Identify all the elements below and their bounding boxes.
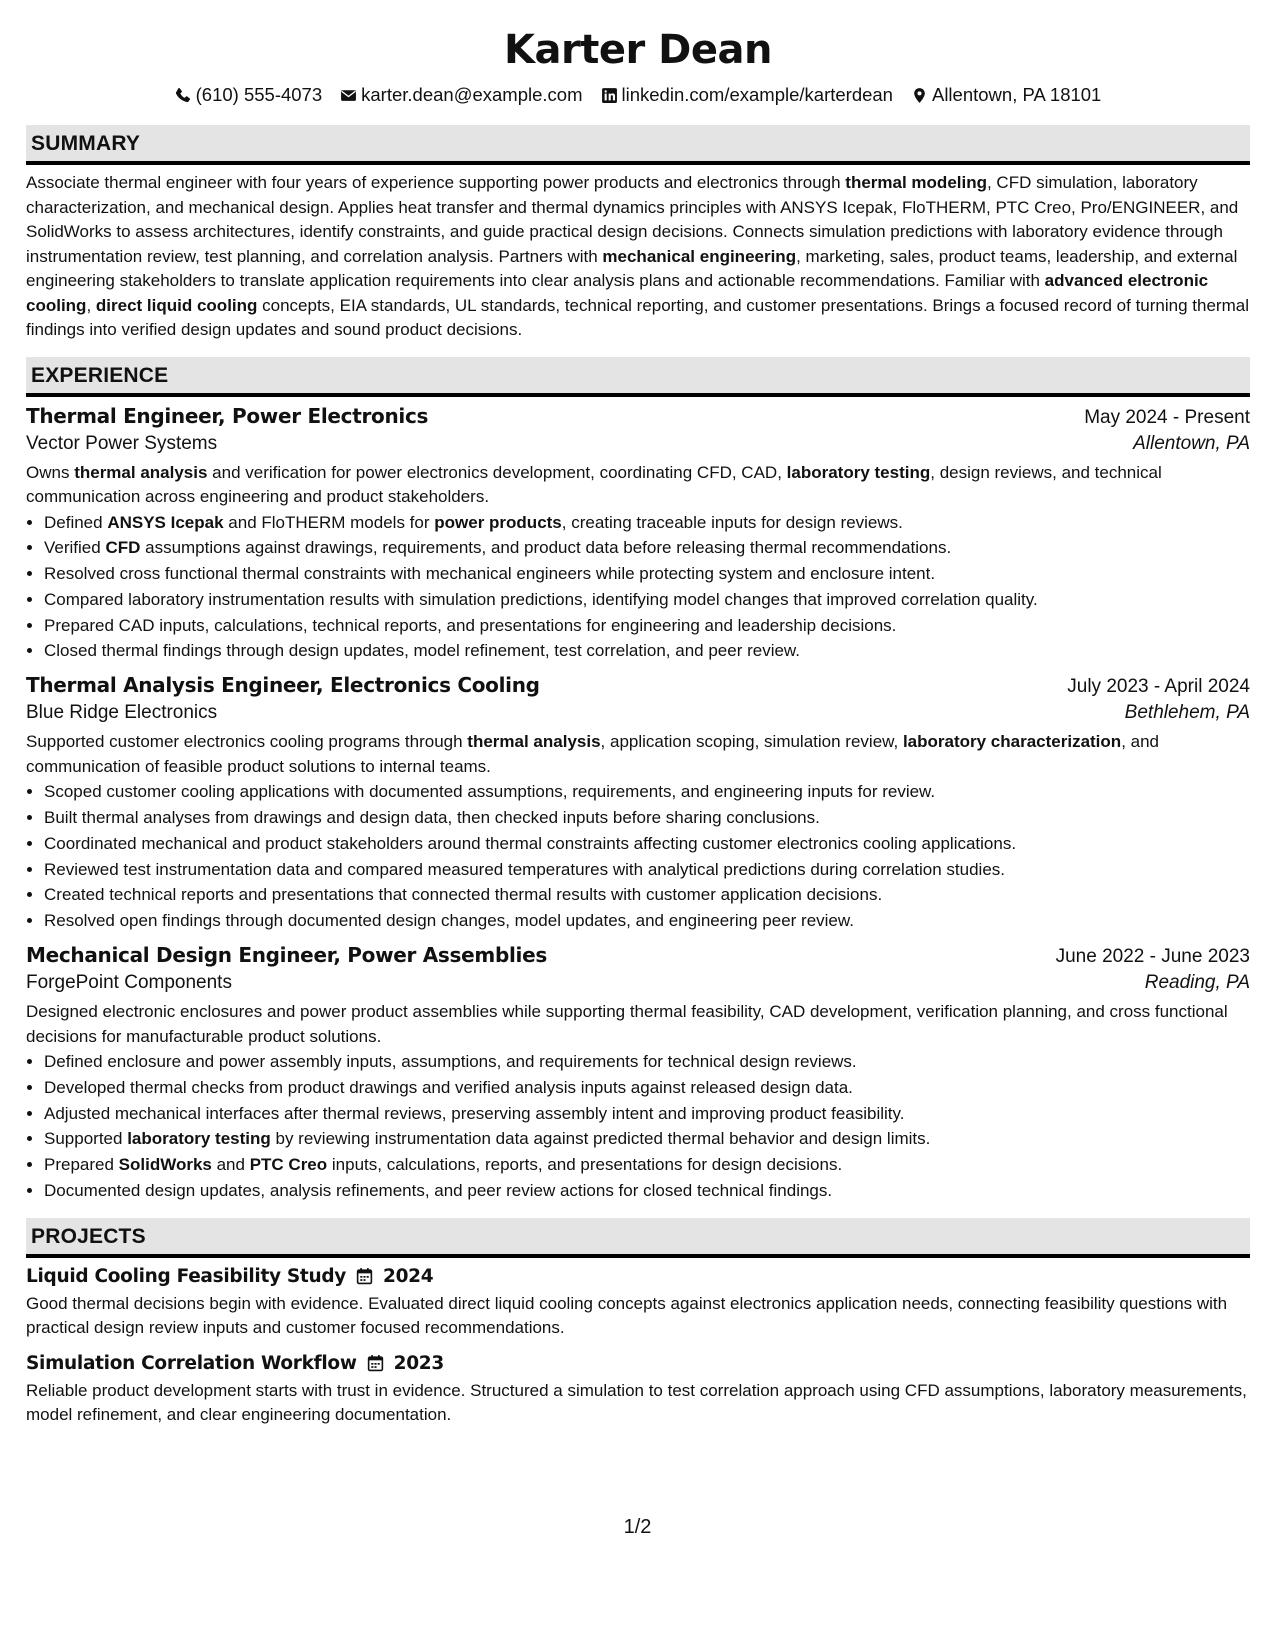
project-title-row <box>26 1266 1250 1287</box>
bullet-item: • Built thermal analyses from drawings and design data, then checked inputs before sharing conclusions. <box>44 805 1250 831</box>
job-company: ForgePoint Components <box>26 972 232 994</box>
bullet-item: • Scoped customer cooling applications with documented assumptions, requirements, and engineering inputs for review. <box>44 779 1250 805</box>
bullet-item: • Verified CFD assumptions against drawings, requirements, and product data before releasing thermal recommendations. <box>44 535 1250 561</box>
project-year: 2023 <box>393 1352 444 1374</box>
linkedin-link[interactable]: linkedin.com/example/karterdean <box>621 84 893 105</box>
job-bullets <box>26 1049 1250 1204</box>
section-heading: SUMMARY <box>26 125 1250 165</box>
job-intro: Designed electronic enclosures and power product assemblies while supporting thermal feasibility, CAD development, verification planning, and cross functional decisions for manufacturable product solutions. <box>26 1002 1228 1046</box>
job-bullets <box>26 510 1250 665</box>
map-pin-icon <box>911 87 928 104</box>
job-title: Thermal Analysis Engineer, Electronics Cooling <box>26 673 540 698</box>
project-title: Liquid Cooling Feasibility Study <box>26 1265 347 1287</box>
job-title: Mechanical Design Engineer, Power Assemblies <box>26 943 547 968</box>
bullet-item: • Defined enclosure and power assembly inputs, assumptions, and requirements for technical design reviews. <box>44 1049 1250 1075</box>
job-intro: Supported customer electronics cooling programs through thermal analysis, application scoping, simulation review, laboratory characterization, and communication of feasible product solutions to internal teams. <box>26 732 1159 776</box>
bullet-item: • Created technical reports and presentations that connected thermal results with customer application decisions. <box>44 882 1250 908</box>
bullet-item: • Coordinated mechanical and product stakeholders around thermal constraints affecting customer electronics cooling applications. <box>44 831 1250 857</box>
bullet-item: • Developed thermal checks from product drawings and verified analysis inputs against released design data. <box>44 1075 1250 1101</box>
job-entry <box>26 673 1250 934</box>
project-entry <box>26 1353 1250 1428</box>
bullet-item: • Reviewed test instrumentation data and compared measured temperatures with analytical predictions during correlation studies. <box>44 857 1250 883</box>
location-text: Allentown, PA 18101 <box>931 84 1102 105</box>
projects-section <box>26 1218 1250 1428</box>
contact-linkedin <box>601 82 893 108</box>
job-entry <box>26 943 1250 1204</box>
contact-email <box>340 82 582 108</box>
job-bullets <box>26 779 1250 934</box>
bullet-item: • Supported laboratory testing by reviewing instrumentation data against predicted thermal behavior and design limits. <box>44 1126 1250 1152</box>
job-dates: June 2022 - June 2023 <box>1055 946 1250 968</box>
job-intro: Owns thermal analysis and verification for power electronics development, coordinating CFD, CAD, laboratory testing, design reviews, and technical communication across engineering and product stakeholders. <box>26 462 1162 506</box>
candidate-name: Karter Dean <box>504 27 772 73</box>
contact-location <box>911 82 1101 108</box>
resume-page <box>26 0 1250 1428</box>
summary-text: Associate thermal engineer with four years of experience supporting power products and electronics through thermal modeling, CFD simulation, laboratory characterization, and mechanical design. Applies heat transfer and thermal dynamics principles with ANSYS Icepak, FloTHERM, PTC Creo, Pro/ENGINEER, and SolidWorks to assess architectures, identify constraints, and guide practical design decisions. Connects simulation predictions with laboratory evidence through instrumentation review, test planning, and correlation analysis. Partners with mechanical engineering, marketing, sales, product teams, leadership, and external engineering stakeholders to translate application requirements into clear analysis plans and actionable recommendations. Familiar with advanced electronic cooling, direct liquid cooling concepts, EIA standards, UL standards, technical reporting, and customer presentations. Brings a focused record of turning thermal findings into verified design updates and sound product decisions. <box>26 173 1249 339</box>
project-title-row <box>26 1353 1250 1374</box>
job-location: Reading, PA <box>1144 972 1250 994</box>
bullet-item: • Prepared SolidWorks and PTC Creo inputs, calculations, reports, and presentations for design decisions. <box>44 1152 1250 1178</box>
job-dates: July 2023 - April 2024 <box>1067 676 1250 698</box>
bullet-item: • Resolved open findings through documented design changes, model updates, and engineering peer review. <box>44 908 1250 934</box>
job-sub-row <box>26 433 1250 455</box>
job-title-row <box>26 673 1250 698</box>
phone-number[interactable]: (610) 555-4073 <box>195 84 323 105</box>
job-entry <box>26 404 1250 665</box>
summary-section <box>26 125 1250 343</box>
project-title: Simulation Correlation Workflow <box>26 1352 357 1374</box>
envelope-icon <box>340 87 357 104</box>
job-dates: May 2024 - Present <box>1084 406 1250 428</box>
bullet-item: • Resolved cross functional thermal constraints with mechanical engineers while protecting system and enclosure intent. <box>44 561 1250 587</box>
bullet-item: • Defined ANSYS Icepak and FloTHERM models for power products, creating traceable inputs for design reviews. <box>44 510 1250 536</box>
project-entry <box>26 1266 1250 1341</box>
experience-section <box>26 357 1250 1204</box>
bullet-item: • Compared laboratory instrumentation results with simulation predictions, identifying model changes that improved correlation quality. <box>44 587 1250 613</box>
project-year: 2024 <box>383 1265 434 1287</box>
email-link[interactable]: karter.dean@example.com <box>361 84 583 105</box>
bullet-item: • Adjusted mechanical interfaces after thermal reviews, preserving assembly intent and improving product feasibility. <box>44 1101 1250 1127</box>
section-heading: EXPERIENCE <box>26 357 1250 397</box>
job-company: Vector Power Systems <box>26 432 218 454</box>
bullet-item: • Prepared CAD inputs, calculations, technical reports, and presentations for engineering and leadership decisions. <box>44 613 1250 639</box>
bullet-item: • Documented design updates, analysis refinements, and peer review actions for closed technical findings. <box>44 1178 1250 1204</box>
linkedin-icon <box>601 87 618 104</box>
job-title-row <box>26 943 1250 968</box>
project-description: Reliable product development starts with trust in evidence. Structured a simulation to test correlation approach using CFD assumptions, laboratory measurements, model refinement, and clear engineering documentation. <box>26 1380 1247 1425</box>
project-description: Good thermal decisions begin with evidence. Evaluated direct liquid cooling concepts against electronics application needs, connecting feasibility questions with practical design review inputs and customer focused recommendations. <box>26 1293 1228 1338</box>
bullet-item: • Closed thermal findings through design updates, model refinement, test correlation, and peer review. <box>44 638 1250 664</box>
calendar-icon <box>356 1267 373 1285</box>
phone-icon <box>175 87 192 104</box>
job-location: Bethlehem, PA <box>1124 702 1250 724</box>
calendar-icon <box>367 1354 384 1372</box>
job-title-row <box>26 404 1250 429</box>
contact-phone <box>175 82 323 108</box>
contact-bar <box>26 82 1250 108</box>
job-company: Blue Ridge Electronics <box>26 702 218 724</box>
job-location: Allentown, PA <box>1133 432 1250 454</box>
section-heading: PROJECTS <box>26 1218 1250 1258</box>
job-sub-row <box>26 702 1250 724</box>
job-sub-row <box>26 972 1250 994</box>
job-title: Thermal Engineer, Power Electronics <box>26 403 429 428</box>
page-number: 1/2 <box>623 1516 652 1538</box>
